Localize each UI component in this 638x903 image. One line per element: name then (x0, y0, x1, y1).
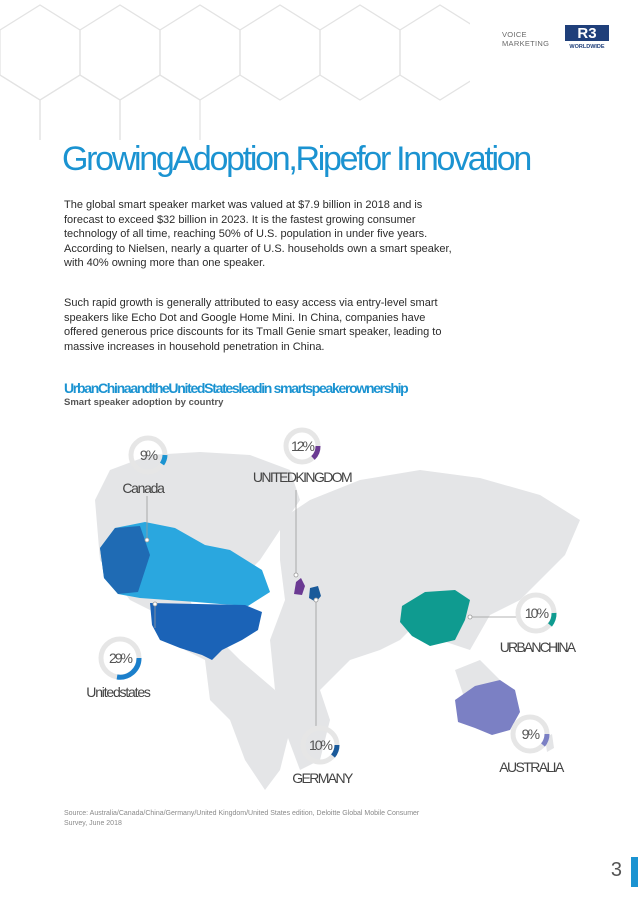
source-note: Source: Australia/Canada/China/Germany/United Kingdom/United States edition, Deloitte Global Mobile Consumer Survey, June 2018 (64, 810, 420, 827)
stat-usa (86, 639, 151, 700)
logo-word-text: WORLDWIDE (569, 44, 605, 50)
stat-label-china: URBANCHINA (499, 639, 575, 655)
stat-label-germany: GERMANY (292, 770, 352, 786)
stat-label-uk: UNITEDKINGDOM (252, 469, 352, 485)
section-subtitle: Smart speaker adoption by country (64, 397, 224, 408)
logo-mark-text: R3 (577, 25, 597, 42)
r3-worldwide-logo (563, 24, 611, 50)
growth-paragraph: Such rapid growth is generally attributed to easy access via entry-level smart speakers like Echo Dot and Google Home Mini. In China, companies have offered generous price discounts for its Tmall Genie smart speaker, leading to massive increases in household penetration in China. (64, 297, 442, 353)
stat-value-australia: 9% (521, 726, 539, 742)
stat-value-uk: 12% (290, 438, 314, 454)
page-number: 3 (610, 859, 622, 881)
intro-paragraph: The global smart speaker market was valued at $7.9 billion in 2018 and is forecast to exceed $32 billion in 2023. It is the fastest growing consumer technology of all time, reaching 50% of U.S. population in under five years. According to Nielsen, nearly a quarter of U.S. households own a smart speaker, with 40% owning more than one speaker. (64, 199, 452, 270)
stat-value-germany: 10% (308, 737, 332, 753)
stat-value-usa: 29% (108, 650, 132, 666)
stat-label-usa: Unitedstates (86, 684, 150, 700)
stat-value-china: 10% (524, 605, 548, 621)
brand-line-marketing: MARKETING (502, 39, 550, 48)
brand-label (502, 30, 549, 48)
hexagon-pattern-decoration (0, 0, 470, 140)
usa-shape (150, 603, 262, 660)
stat-value-canada: 9% (139, 447, 157, 463)
brand-line-voice: VOICE (502, 30, 527, 39)
stat-label-canada: Canada (122, 480, 164, 496)
page-accent-bar (631, 857, 638, 887)
stat-label-australia: AUSTRALIA (499, 759, 563, 775)
progress-ring-uk (313, 446, 318, 458)
progress-ring-canada (162, 455, 165, 464)
progress-ring-germany (333, 745, 337, 756)
stat-uk (253, 430, 352, 485)
page-title: GrowingAdoption,Ripefor Innovation (62, 140, 531, 178)
world-map-infographic (0, 410, 638, 810)
progress-ring-australia (543, 734, 547, 745)
section-heading: UrbanChinaandtheUnitedStatesleadin smartspeakerownership (64, 380, 408, 396)
